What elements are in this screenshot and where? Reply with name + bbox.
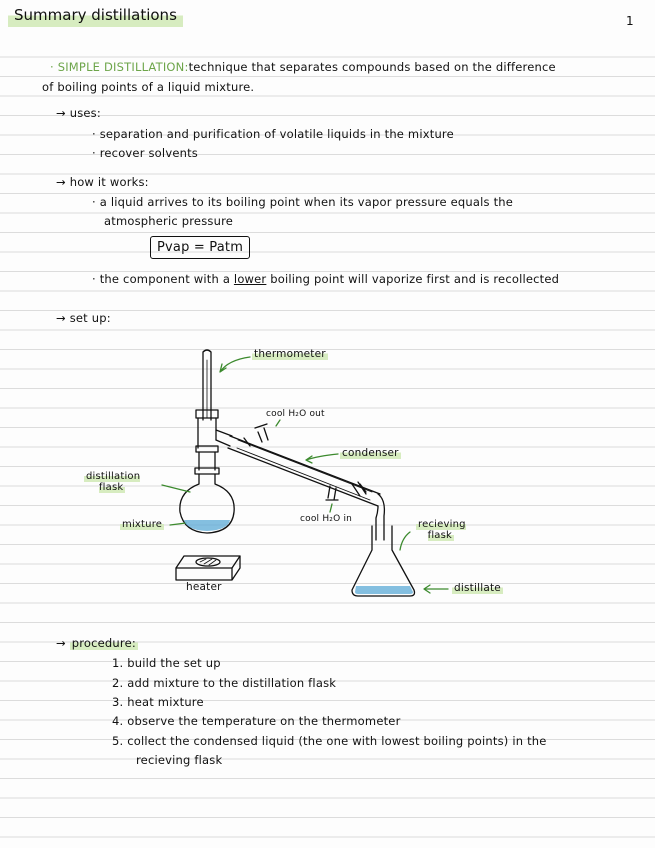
procedure-step-2: 2. add mixture to the distillation flask [112, 676, 337, 690]
procedure-step-1: 1. build the set up [112, 656, 221, 670]
label-distillate-text: distillate [454, 582, 501, 594]
how-point-2-before: the component with a [99, 272, 231, 286]
procedure-step-5-text: collect the condensed liquid (the one with lowest boiling points) in the [127, 734, 547, 748]
definition-text-1: technique that separates compounds based on the difference [188, 60, 556, 74]
uses-heading: → uses: [56, 106, 101, 120]
uses-item-2: · recover solvents [92, 146, 198, 160]
distillation-head-drawing [195, 410, 232, 474]
uses-item-2-text: recover solvents [99, 146, 198, 160]
label-mixture [120, 520, 164, 530]
how-point-2-underlined: lower [233, 272, 267, 286]
label-heater: heater [186, 581, 222, 593]
label-condenser-text: condenser [342, 447, 399, 459]
procedure-step-3-text: heat mixture [127, 695, 204, 709]
how-it-works-heading-text: how it works: [69, 175, 149, 189]
heater-drawing [176, 556, 240, 580]
label-cool-water-out: cool H₂O out [266, 409, 325, 419]
procedure-step-4-text: observe the temperature on the thermometer [127, 714, 401, 728]
label-cool-water-in: cool H₂O in [300, 514, 353, 524]
procedure-step-1-text: build the set up [127, 656, 221, 670]
label-distillate [452, 583, 503, 594]
how-point-1-line-2: atmospheric pressure [104, 214, 234, 228]
procedure-step-2-text: add mixture to the distillation flask [127, 676, 337, 690]
procedure-step-3: 3. heat mixture [112, 695, 204, 709]
procedure-step-4: 4. observe the temperature on the thermometer [112, 714, 401, 728]
how-point-1-line-1: · a liquid arrives to its boiling point when its vapor pressure equals the [92, 195, 514, 209]
how-point-2-after: boiling point will vaporize first and is recollected [270, 272, 560, 286]
procedure-heading-text: procedure: [71, 636, 136, 650]
adapter-drawing [376, 494, 384, 540]
uses-item-1-text: separation and purification of volatile liquids in the mixture [99, 127, 454, 141]
label-distillation-flask-text: distillation flask [86, 471, 141, 493]
setup-heading: → set up: [56, 311, 111, 325]
label-mixture-text: mixture [122, 519, 163, 530]
setup-heading-text: set up: [69, 311, 111, 325]
procedure-step-5: 5. collect the condensed liquid (the one with lowest boiling points) in the [112, 734, 547, 748]
how-point-2: · the component with a lower boiling point will vaporize first and is recollected [92, 272, 560, 286]
procedure-step-5-continued: recieving flask [136, 753, 223, 767]
definition-term: SIMPLE DISTILLATION: [57, 60, 189, 74]
label-condenser [340, 448, 401, 459]
label-distillation-flask [84, 472, 140, 493]
label-thermometer [252, 349, 328, 360]
uses-item-1: · separation and purification of volatile liquids in the mixture [92, 127, 454, 141]
how-it-works-heading: → how it works: [56, 175, 149, 189]
page-number: 1 [626, 14, 634, 28]
label-receiving-flask [416, 520, 466, 541]
label-thermometer-text: thermometer [254, 348, 326, 360]
page-title: Summary distillations [8, 6, 183, 27]
how-point-1-text: a liquid arrives to its boiling point when its vapor pressure equals the [99, 195, 514, 209]
equation-box: Pvap = Patm [150, 236, 250, 259]
label-receiving-flask-text: recieving flask [418, 519, 466, 541]
definition-line-1: · SIMPLE DISTILLATION:technique that separates compounds based on the difference [50, 60, 556, 74]
uses-heading-text: uses: [69, 106, 101, 120]
distillate-liquid [355, 586, 413, 594]
definition-line-2: of boiling points of a liquid mixture. [42, 80, 255, 94]
condenser-drawing [228, 424, 380, 506]
procedure-heading: → procedure: [56, 636, 136, 650]
